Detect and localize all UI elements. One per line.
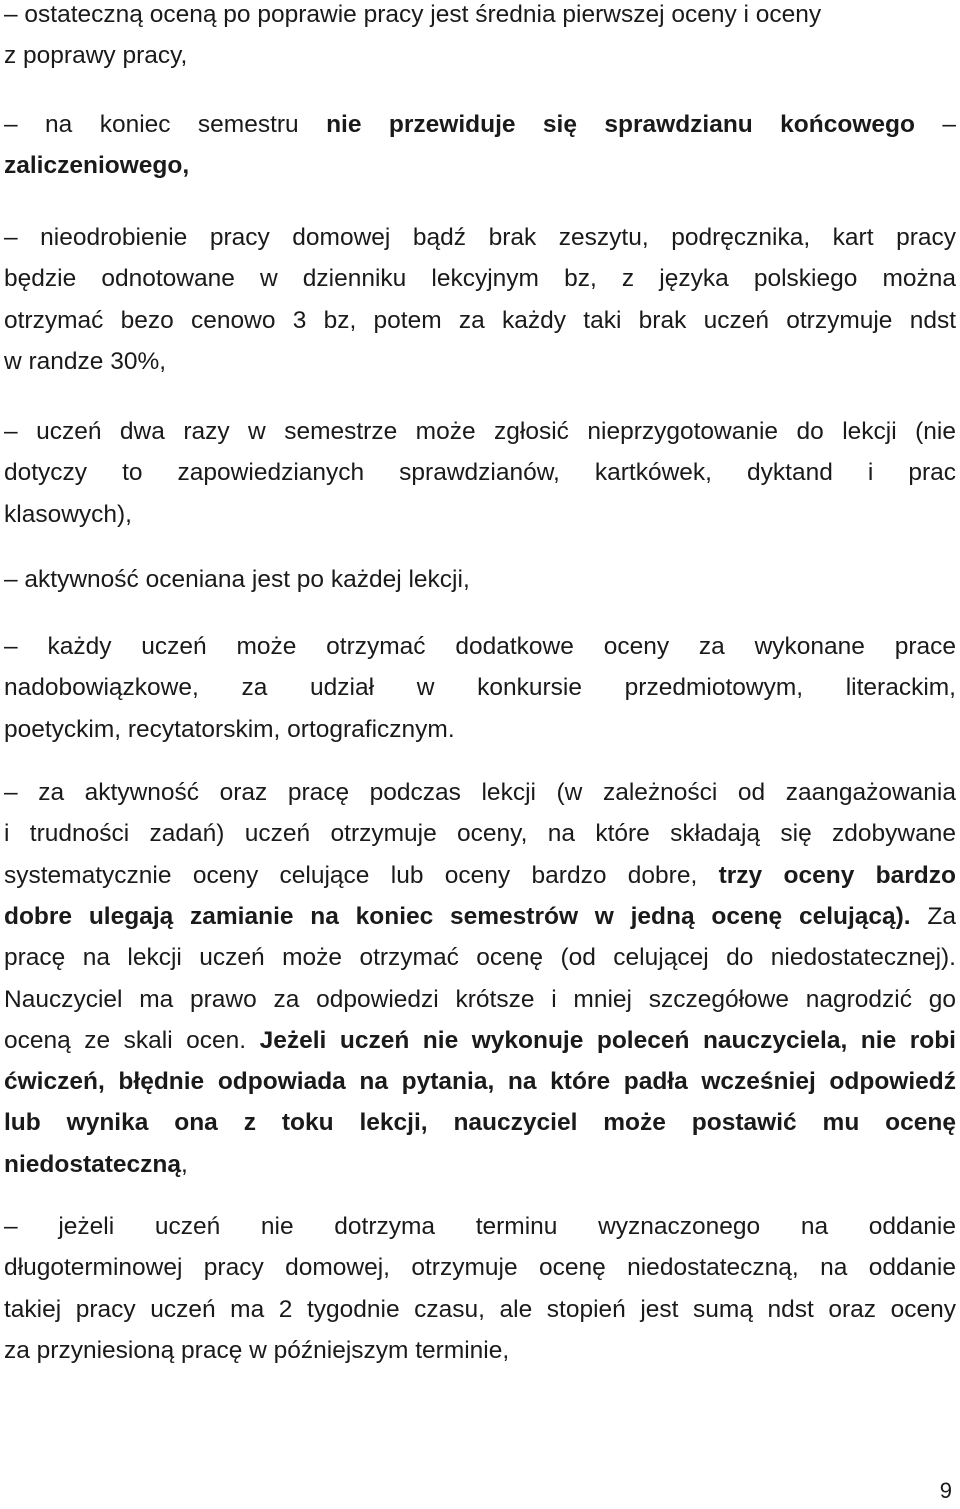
text: Nauczyciel ma prawo za odpowiedzi krótsze i mniej szczegółowe nagrodzić go <box>4 985 956 1013</box>
text-line <box>4 632 956 662</box>
text-line <box>4 306 956 336</box>
page-number: 9 <box>939 1478 952 1503</box>
text: – aktywność oceniana jest po każdej lekcji, <box>4 566 470 593</box>
text: poetyckim, recytatorskim, ortograficznym. <box>4 715 455 743</box>
text-line <box>4 943 956 973</box>
text: – uczeń dwa razy w semestrze może zgłosić nieprzygotowanie do lekcji (nie <box>4 418 956 445</box>
bold-text: zaliczeniowego, <box>4 152 190 180</box>
text: – <box>914 111 956 138</box>
text: z poprawy pracy, <box>4 42 188 70</box>
text: – nieodrobienie pracy domowej bądź brak zeszytu, podręcznika, kart pracy <box>4 224 956 251</box>
text-line <box>4 819 956 849</box>
text-line <box>4 1067 956 1097</box>
text: nadobowiązkowe, za udział w konkursie przedmiotowym, literackim, <box>4 674 956 702</box>
text: w randze 30%, <box>4 347 167 375</box>
bold-text: lub wynika ona z toku lekcji, nauczyciel może postawić mu ocenę <box>4 1109 956 1137</box>
text-line <box>4 151 956 181</box>
bold-text: trzy oceny bardzo <box>718 861 956 889</box>
text: – ostateczną oceną po poprawie pracy jest średnia pierwszej oceny i oceny <box>4 1 822 28</box>
text-line <box>4 715 956 745</box>
text-line <box>4 1295 956 1325</box>
text-line <box>4 417 956 447</box>
text: takiej pracy uczeń ma 2 tygodnie czasu, ale stopień jest sumą ndst oraz oceny <box>4 1295 956 1323</box>
text-line <box>4 264 956 294</box>
text-line <box>4 500 956 530</box>
text: długoterminowej pracy domowej, otrzymuje ocenę niedostateczną, na oddanie <box>4 1254 956 1282</box>
text-line <box>4 223 956 253</box>
text: , <box>181 1150 188 1178</box>
text: – za aktywność oraz pracę podczas lekcji (w zależności od zaangażowania <box>4 779 956 806</box>
text-line <box>4 778 956 808</box>
bold-text: dobre ulegają zamianie na koniec semestrów w jedną ocenę celującą). <box>4 902 911 930</box>
text: dotyczy to zapowiedzianych sprawdzianów, kartkówek, dyktand i prac <box>4 459 956 487</box>
text-line <box>4 565 956 595</box>
text: i trudności zadań) uczeń otrzymuje oceny, na które składają się zdobywane <box>4 820 956 848</box>
text: – na koniec semestru <box>4 111 327 138</box>
text-line <box>4 985 956 1015</box>
text-line <box>4 1253 956 1283</box>
text-line <box>4 1336 956 1366</box>
text-line <box>4 0 956 30</box>
text-line <box>4 1108 956 1138</box>
text-line <box>4 347 956 377</box>
text-line <box>4 1150 956 1180</box>
bold-text: nie przewiduje się sprawdzianu końcowego <box>326 111 915 138</box>
text-line <box>4 902 956 932</box>
text-line <box>4 861 956 891</box>
text: – jeżeli uczeń nie dotrzyma terminu wyznaczonego na oddanie <box>4 1213 956 1240</box>
bold-text: niedostateczną <box>4 1150 181 1178</box>
text: będzie odnotowane w dzienniku lekcyjnym bz, z języka polskiego można <box>4 265 956 293</box>
text: klasowych), <box>4 500 132 528</box>
bold-text: Jeżeli uczeń nie wykonuje poleceń nauczyciela, nie robi <box>259 1026 956 1054</box>
text: systematycznie oceny celujące lub oceny bardzo dobre, <box>4 861 719 889</box>
text: za przyniesioną pracę w późniejszym terminie, <box>4 1336 510 1364</box>
text-line <box>4 1212 956 1242</box>
text-line <box>4 1026 956 1056</box>
text-line <box>4 110 956 140</box>
text: pracę na lekcji uczeń może otrzymać ocenę (od celującej do niedostatecznej). <box>4 944 956 972</box>
text-line <box>4 41 956 71</box>
text: – każdy uczeń może otrzymać dodatkowe oceny za wykonane prace <box>4 633 956 660</box>
text: Za <box>910 902 956 930</box>
text-line <box>4 673 956 703</box>
text: otrzymać bezo cenowo 3 bz, potem za każdy taki brak uczeń otrzymuje ndst <box>4 306 956 334</box>
bold-text: ćwiczeń, błędnie odpowiada na pytania, na które padła wcześniej odpowiedź <box>4 1068 956 1096</box>
text: oceną ze skali ocen. <box>4 1026 260 1054</box>
text-line <box>4 458 956 488</box>
